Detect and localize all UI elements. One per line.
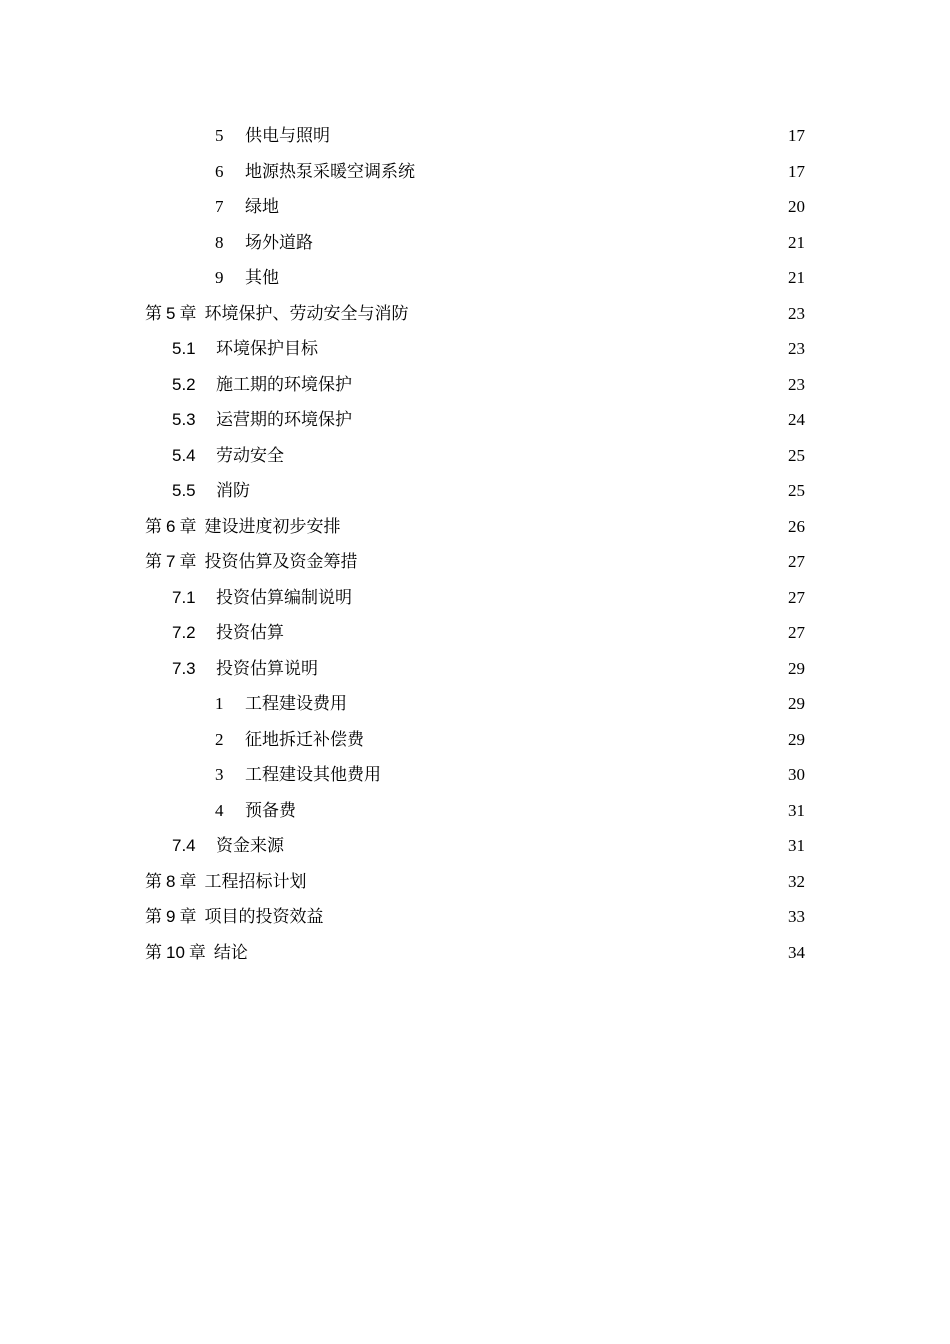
entry-number: 5.4 [172, 445, 196, 465]
entry-title: 劳动安全 [216, 445, 284, 466]
chapter-suffix: 章 [179, 552, 197, 572]
entry-number: 1 [215, 694, 224, 713]
entry-title: 工程建设费用 [245, 694, 347, 714]
page-number: 33 [788, 907, 805, 926]
toc-chapter-entry[interactable] [0, 899, 950, 935]
chapter-prefix: 第 [145, 303, 162, 324]
page-number: 29 [788, 658, 805, 678]
entry-title: 地源热泵采暖空调系统 [245, 161, 415, 182]
page-number: 25 [788, 481, 805, 500]
entry-number: 7.4 [172, 836, 196, 855]
toc-subsection-entry[interactable] [0, 225, 950, 261]
chapter-number [145, 544, 204, 581]
toc-chapter-entry[interactable] [0, 935, 950, 971]
chapter-number [145, 509, 204, 546]
page-number: 25 [788, 445, 805, 465]
entry-number: 4 [215, 800, 224, 820]
toc-section-entry[interactable] [0, 580, 950, 616]
entry-number: 5 [215, 126, 224, 145]
toc-section-entry[interactable] [0, 473, 950, 509]
page-number: 17 [788, 126, 805, 145]
entry-title: 其他 [245, 268, 279, 288]
entry-number: 5.2 [172, 374, 196, 394]
entry-title: 施工期的环境保护 [216, 374, 352, 395]
page-number: 27 [788, 587, 805, 607]
chapter-suffix: 章 [188, 942, 206, 963]
toc-subsection-entry[interactable] [0, 189, 950, 225]
page-number: 31 [788, 800, 805, 820]
entry-number: 8 [215, 232, 224, 252]
entry-title: 供电与照明 [245, 126, 330, 146]
chapter-number [145, 935, 214, 972]
entry-title: 项目的投资效益 [204, 907, 324, 927]
toc-section-entry[interactable] [0, 367, 950, 403]
entry-title: 运营期的环境保护 [216, 410, 352, 430]
page-number: 31 [788, 836, 805, 855]
page-number: 29 [788, 694, 805, 713]
page-number: 34 [788, 942, 805, 962]
chapter-prefix: 第 [145, 552, 162, 572]
entry-title: 环境保护目标 [216, 339, 318, 359]
entry-title: 环境保护、劳动安全与消防 [204, 303, 409, 324]
chapter-suffix: 章 [179, 516, 197, 537]
chapter-number-digits: 6 [166, 516, 176, 536]
toc-chapter-entry[interactable] [0, 544, 950, 580]
entry-title: 结论 [213, 942, 248, 963]
chapter-prefix: 第 [145, 907, 162, 927]
toc-section-entry[interactable] [0, 828, 950, 864]
toc-chapter-entry[interactable] [0, 509, 950, 545]
page-number: 20 [788, 197, 805, 216]
entry-number: 9 [215, 268, 224, 287]
entry-title: 投资估算编制说明 [216, 587, 352, 608]
entry-title: 工程建设其他费用 [245, 765, 381, 785]
entry-number: 5.3 [172, 410, 196, 429]
entry-number: 7.2 [172, 623, 196, 642]
chapter-number-digits: 9 [166, 907, 176, 926]
entry-title: 场外道路 [245, 232, 313, 253]
page-number: 21 [788, 268, 805, 287]
entry-number: 5.1 [172, 339, 196, 358]
entry-title: 绿地 [245, 197, 279, 217]
toc-section-entry[interactable] [0, 331, 950, 367]
entry-number: 6 [215, 161, 224, 181]
entry-title: 征地拆迁补偿费 [245, 729, 364, 750]
entry-number: 7.1 [172, 587, 196, 607]
toc-subsection-entry[interactable] [0, 260, 950, 296]
chapter-number-digits: 8 [166, 871, 176, 891]
chapter-number [145, 296, 204, 333]
chapter-suffix: 章 [179, 871, 197, 892]
entry-number: 5.5 [172, 481, 196, 500]
entry-title: 预备费 [245, 800, 296, 821]
table-of-contents [0, 118, 950, 970]
toc-section-entry[interactable] [0, 402, 950, 438]
chapter-number-digits: 5 [166, 303, 176, 323]
chapter-prefix: 第 [145, 871, 162, 892]
chapter-number [145, 899, 204, 936]
entry-number: 3 [215, 765, 224, 784]
toc-subsection-entry[interactable] [0, 793, 950, 829]
page-number: 26 [788, 516, 805, 536]
toc-subsection-entry[interactable] [0, 118, 950, 154]
toc-subsection-entry[interactable] [0, 757, 950, 793]
page-number: 23 [788, 374, 805, 394]
toc-section-entry[interactable] [0, 615, 950, 651]
chapter-prefix: 第 [145, 516, 162, 537]
entry-title: 消防 [216, 481, 250, 501]
page-number: 32 [788, 871, 805, 891]
chapter-number [145, 864, 204, 901]
toc-section-entry[interactable] [0, 438, 950, 474]
entry-title: 工程招标计划 [204, 871, 307, 892]
page-number: 21 [788, 232, 805, 252]
entry-title: 建设进度初步安排 [204, 516, 341, 537]
chapter-prefix: 第 [145, 942, 162, 963]
page-number: 30 [788, 765, 805, 784]
chapter-suffix: 章 [179, 303, 197, 324]
toc-subsection-entry[interactable] [0, 722, 950, 758]
page-number: 23 [788, 339, 805, 358]
toc-chapter-entry[interactable] [0, 864, 950, 900]
toc-subsection-entry[interactable] [0, 154, 950, 190]
entry-number: 2 [215, 729, 224, 749]
page-number: 27 [788, 552, 805, 571]
toc-chapter-entry[interactable] [0, 296, 950, 332]
entry-title: 资金来源 [216, 836, 284, 856]
entry-title: 投资估算及资金筹措 [204, 552, 358, 572]
entry-title: 投资估算 [216, 623, 284, 643]
entry-title: 投资估算说明 [216, 658, 318, 679]
page-number: 27 [788, 623, 805, 642]
entry-number: 7.3 [172, 658, 196, 678]
page-number: 24 [788, 410, 805, 429]
page-number: 29 [788, 729, 805, 749]
chapter-number-digits: 7 [166, 552, 176, 571]
chapter-number-digits: 10 [166, 942, 185, 962]
page-number: 23 [788, 303, 805, 323]
entry-number: 7 [215, 197, 224, 216]
page-number: 17 [788, 161, 805, 181]
toc-section-entry[interactable] [0, 651, 950, 687]
chapter-suffix: 章 [179, 907, 197, 927]
toc-subsection-entry[interactable] [0, 686, 950, 722]
